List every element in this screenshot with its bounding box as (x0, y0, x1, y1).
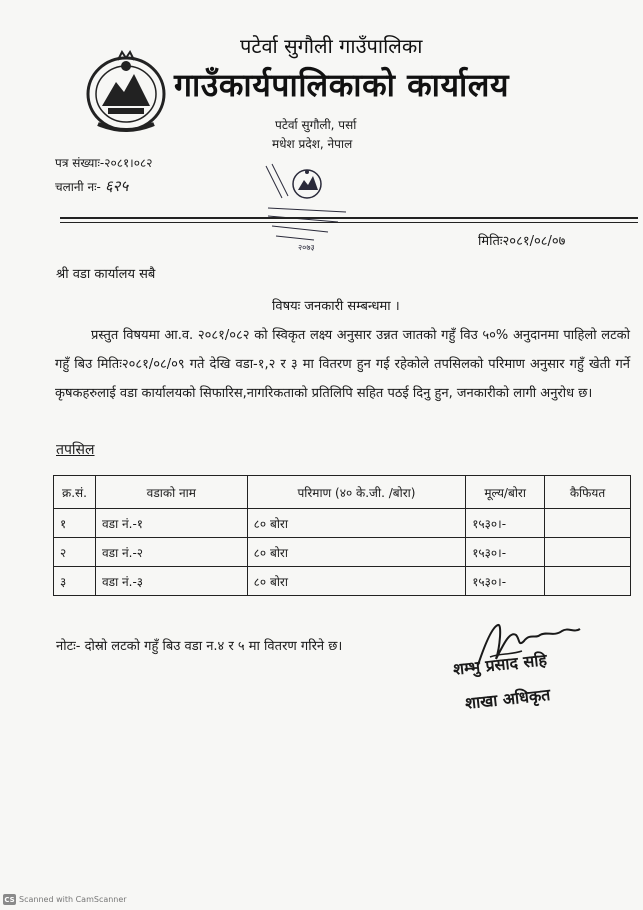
address-line-2: मधेश प्रदेश, नेपाल (272, 137, 353, 151)
camscanner-logo-icon: CS (4, 895, 15, 904)
stamp-year: २०७३ (298, 243, 315, 252)
header-divider-thin (60, 222, 638, 223)
municipality-name: पटेर्वा सुगौली गाउँपालिका (240, 34, 423, 58)
recipient: श्री वडा कार्यालय सबै (56, 267, 156, 282)
cell-ward-name: वडा नं.-२ (95, 538, 247, 567)
cell-remarks (545, 538, 631, 567)
scanner-watermark (3, 894, 127, 905)
cell-serial: १ (54, 509, 96, 538)
column-header-price: मूल्य/बोरा (466, 476, 545, 509)
column-header-ward-name: वडाको नाम (95, 476, 247, 509)
nepal-emblem-logo (78, 44, 174, 134)
cell-quantity: ८० बोरा (247, 538, 466, 567)
table-row (54, 509, 631, 538)
letter-date: मितिः२०८१/०८/०७ (478, 234, 566, 249)
scanner-text: Scanned with CamScanner (19, 895, 127, 904)
letter-number (55, 154, 152, 171)
dispatch-number-value: ६२५ (104, 177, 129, 195)
table-row (54, 538, 631, 567)
cell-ward-name: वडा नं.-३ (95, 567, 247, 596)
dispatch-number-label: चलानी नः- (55, 180, 101, 194)
office-title: गाउँकार्यपालिकाको कार्यालय (174, 66, 510, 104)
details-heading: तपसिल (56, 442, 95, 458)
cell-quantity: ८० बोरा (247, 567, 466, 596)
cell-ward-name: वडा नं.-१ (95, 509, 247, 538)
table-header-row (54, 476, 631, 509)
letter-body: प्रस्तुत विषयमा आ.व. २०८१/०८२ को स्विकृत लक्ष्य अनुसार उन्नत जातको गहुँ विउ ५०% अनुदानमा पाहिलो लटको गहुँ बिउ मितिः२०८१/०८/०९ गते देखि वडा-१,२ र ३ मा वितरण हुन गई रहेकोले तपसिलको परिमाण अनुसार गहुँ खेती गर्ने कृषकहरुलाई वडा कार्यालयको सिफारिस,नागरिकताको प्रतिलिपि सहित पठई दिनु हुन, जनकारीको लागी अनुरोध छ। (55, 328, 630, 401)
cell-serial: ३ (54, 567, 96, 596)
cell-remarks (545, 509, 631, 538)
letter-number-label: पत्र संख्याः- (55, 156, 105, 170)
letter-number-value: २०८१।०८२ (104, 156, 153, 170)
office-stamp (258, 158, 356, 252)
cell-price: १५३०।- (466, 567, 545, 596)
cell-serial: २ (54, 538, 96, 567)
column-header-quantity: परिमाण (४० के.जी. /बोरा) (247, 476, 466, 509)
cell-price: १५३०।- (466, 509, 545, 538)
signatory-name: शम्भु प्रसाद सहि (452, 650, 548, 679)
signatory-title: शाखा अधिकृत (464, 685, 552, 713)
footnote: नोटः- दोस्रो लटको गहुँ बिउ वडा न.४ र ५ मा वितरण गरिने छ। (56, 639, 343, 654)
distribution-table (53, 475, 631, 596)
cell-price: १५३०।- (466, 538, 545, 567)
cell-remarks (545, 567, 631, 596)
address-line-1: पटेर्वा सुगौली, पर्सा (275, 118, 357, 132)
dispatch-number (55, 176, 128, 196)
column-header-remarks: कैफियत (545, 476, 631, 509)
column-header-serial: क्र.सं. (54, 476, 96, 509)
table-row (54, 567, 631, 596)
subject-line: विषयः जनकारी सम्बन्धमा । (272, 299, 400, 314)
header-divider (60, 217, 638, 219)
cell-quantity: ८० बोरा (247, 509, 466, 538)
